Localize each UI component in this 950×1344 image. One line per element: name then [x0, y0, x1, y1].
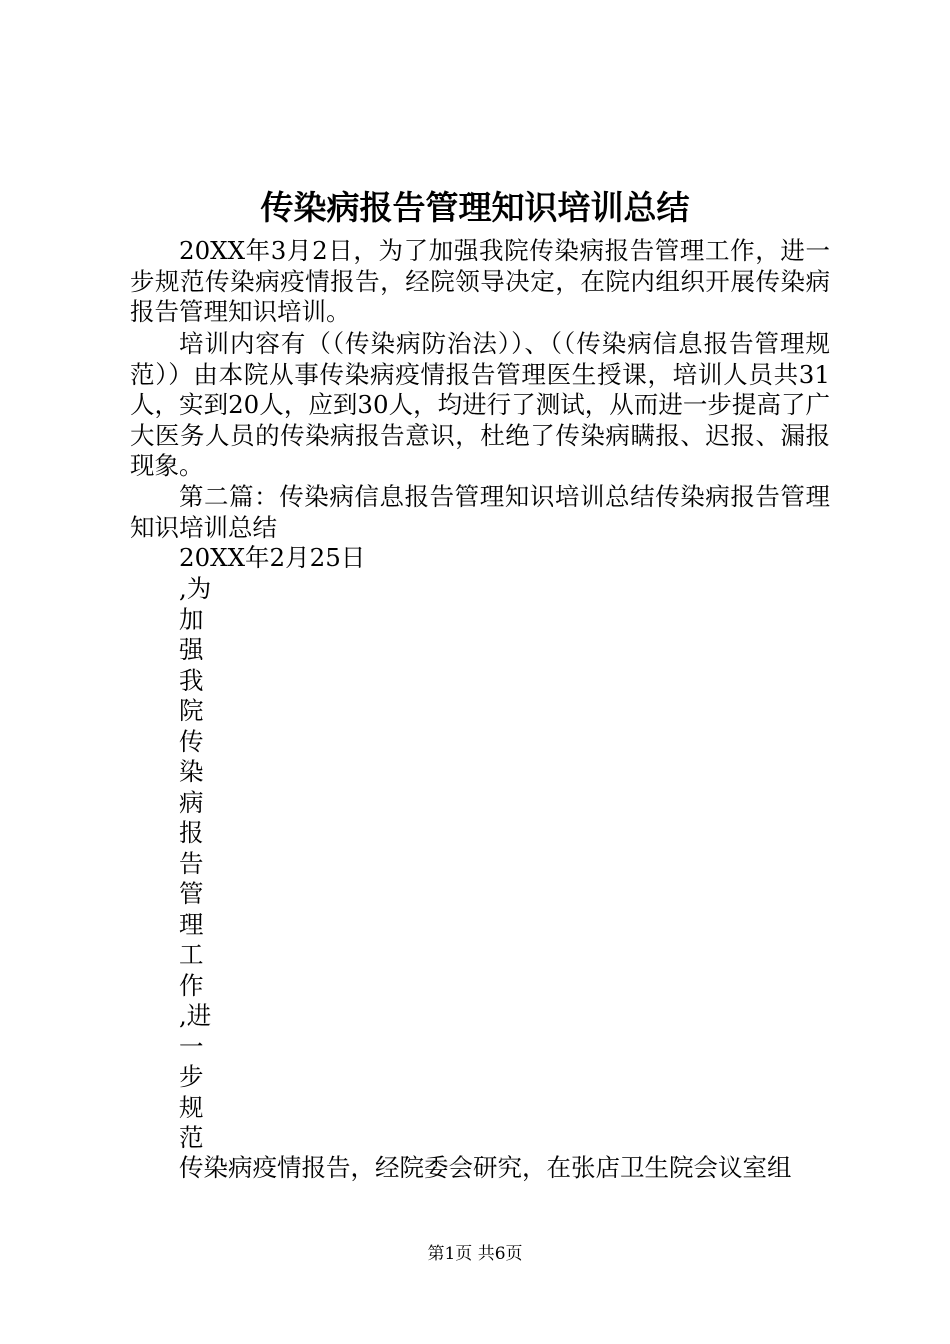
paragraph-1: 20XX年3月2日，为了加强我院传染病报告管理工作，进一步规范传染病疫情报告，经院领导决定，在院内组织开展传染病报告管理知识培训。 [130, 236, 830, 326]
page-title: 传染病报告管理知识培训总结 [260, 188, 690, 227]
vertical-char: 范 [179, 1123, 204, 1152]
vertical-char: 工 [179, 940, 204, 969]
vertical-char: 步 [179, 1062, 204, 1091]
vertical-text-block [179, 574, 239, 1154]
page-footer: 第1页 共6页 [427, 1244, 523, 1264]
vertical-char: 作 [179, 970, 204, 1000]
vertical-char: 我 [179, 665, 204, 695]
vertical-char: ,为 [179, 574, 212, 603]
vertical-char: 强 [179, 635, 204, 664]
vertical-char: 传 [179, 726, 204, 756]
vertical-char: ,进 [179, 1001, 212, 1030]
vertical-char: 院 [179, 696, 204, 725]
vertical-char: 理 [179, 909, 204, 939]
tail-line: 传染病疫情报告，经院委会研究，在张店卫生院会议室组 [179, 1153, 792, 1182]
vertical-char: 管 [179, 879, 204, 908]
vertical-char: 一 [179, 1031, 204, 1061]
vertical-char: 报 [179, 818, 204, 847]
vertical-char: 染 [179, 757, 204, 786]
vertical-char: 加 [179, 604, 204, 634]
date-line: 20XX年2月25日 [179, 543, 366, 572]
paragraph-3: 第二篇：传染病信息报告管理知识培训总结传染病报告管理知识培训总结 [130, 482, 830, 542]
vertical-char: 病 [179, 787, 204, 817]
paragraph-2: 培训内容有（（传染病防治法））、（（传染病信息报告管理规范））由本院从事传染病疫情报告管理医生授课，培训人员共31人，实到20人，应到30人，均进行了测试，从而进一步提高了广大医务人员的传染病报告意识，杜绝了传染病瞒报、迟报、漏报现象。 [130, 329, 830, 480]
vertical-char: 告 [179, 848, 204, 878]
vertical-char: 规 [179, 1092, 204, 1122]
